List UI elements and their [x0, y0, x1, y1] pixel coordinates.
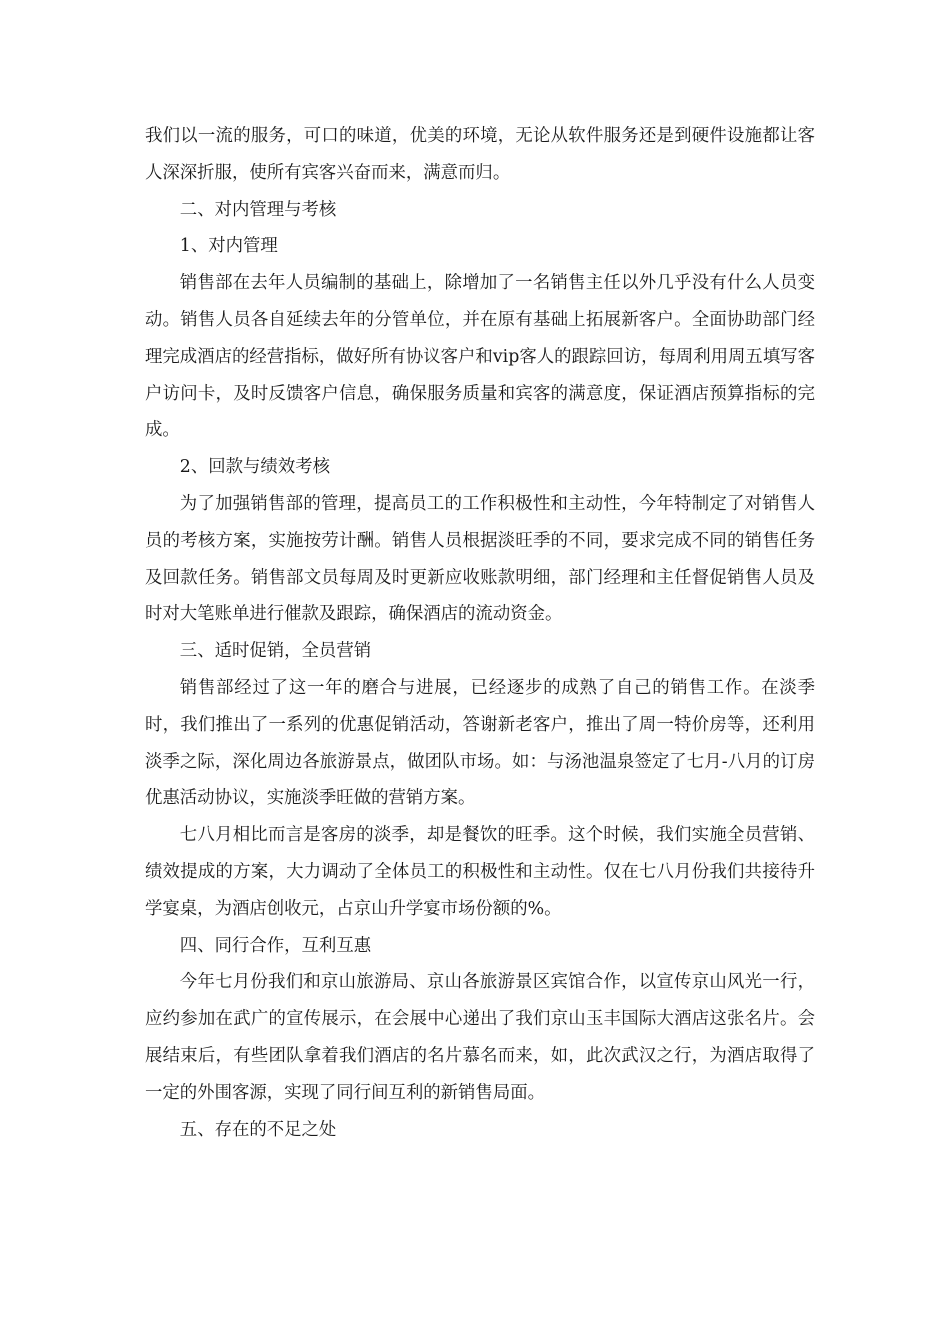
- paragraph-promotion: 销售部经过了这一年的磨合与进展，已经逐步的成熟了自己的销售工作。在淡季时，我们推出了一系列的优惠促销活动，答谢新老客户，推出了周一特价房等，还利用淡季之际，深化周边各旅游景点，做团队市场。如：与汤池温泉签定了七月-八月的订房优惠活动协议，实施淡季旺做的营销方案。: [145, 677, 815, 809]
- section-heading-5: 五、存在的不足之处: [179, 1119, 337, 1140]
- paragraph-cooperation: 今年七月份我们和京山旅游局、京山各旅游景区宾馆合作，以宣传京山风光一行，应约参加在武广的宣传展示，在会展中心递出了我们京山玉丰国际大酒店这张名片。会展结束后，有些团队拿着我们酒店的名片慕名而来，如，此次武汉之行，为酒店取得了一定的外围客源，实现了同行间互利的新销售局面。: [145, 972, 815, 1103]
- section-heading-4: 四、同行合作，互利互惠: [179, 935, 372, 956]
- section-heading-2: 二、对内管理与考核: [179, 199, 337, 220]
- paragraph-full-staff-marketing: 七八月相比而言是客房的淡季，却是餐饮的旺季。这个时候，我们实施全员营销、绩效提成的方案，大力调动了全体员工的积极性和主动性。仅在七八月份我们共接待升学宴桌，为酒店创收元，占京山升学宴市场份额的%。: [145, 825, 815, 919]
- section-heading-3: 三、适时促销，全员营销: [179, 641, 372, 662]
- subsection-heading-payment-assessment: 2、回款与绩效考核: [179, 457, 330, 478]
- document-body: [145, 118, 815, 1148]
- paragraph-continuation: 我们以一流的服务，可口的味道，优美的环境，无论从软件服务还是到硬件设施都让客人深深折服，使所有宾客兴奋而来，满意而归。: [145, 126, 815, 183]
- paragraph-payment-assessment: 为了加强销售部的管理，提高员工的工作积极性和主动性，今年特制定了对销售人员的考核方案，实施按劳计酬。销售人员根据淡旺季的不同，要求完成不同的销售任务及回款任务。销售部文员每周及时更新应收账款明细，部门经理和主任督促销售人员及时对大笔账单进行催款及跟踪，确保酒店的流动资金。: [145, 493, 815, 625]
- subsection-heading-internal-management: 1、对内管理: [179, 236, 278, 257]
- paragraph-internal-management: 销售部在去年人员编制的基础上，除增加了一名销售主任以外几乎没有什么人员变动。销售人员各自延续去年的分管单位，并在原有基础上拓展新客户。全面协助部门经理完成酒店的经营指标，做好所有协议客户和vip客人的跟踪回访，每周利用周五填写客户访问卡，及时反馈客户信息，确保服务质量和宾客的满意度，保证酒店预算指标的完成。: [145, 273, 815, 441]
